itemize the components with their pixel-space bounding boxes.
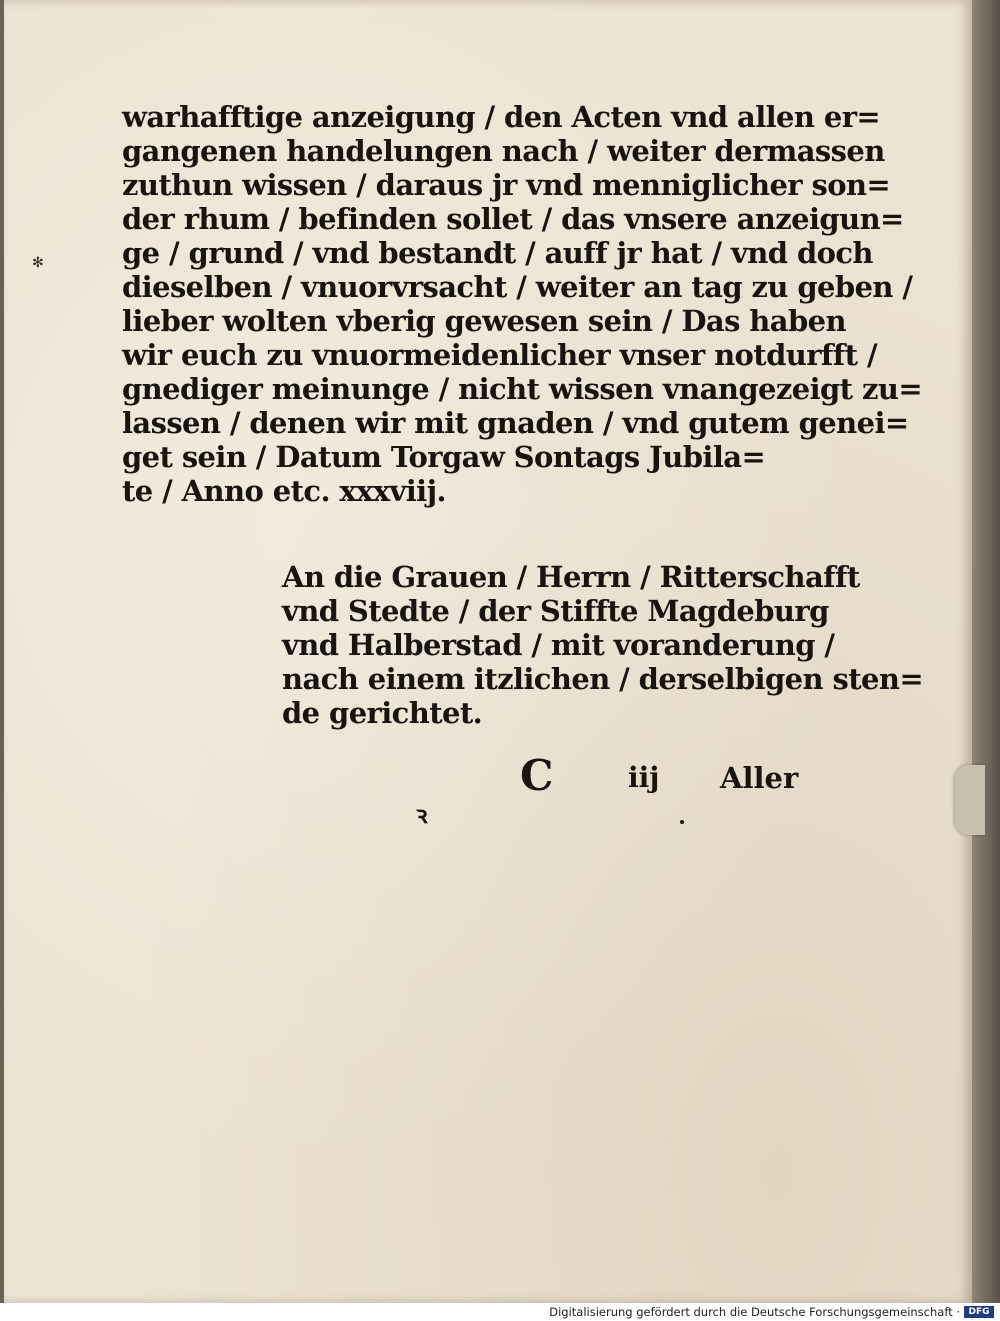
text-line: gnediger meinunge / nicht wissen vnangezeigt zu= [122, 372, 923, 406]
footer-credit: Digitalisierung gefördert durch die Deutsche Forschungsgemeinschaft · [549, 1305, 960, 1319]
address-line: An die Grauen / Herrn / Ritterschafft [282, 560, 860, 594]
footnote-mark: ꝛ [416, 800, 428, 829]
text-line: gangenen handelungen nach / weiter dermassen [122, 134, 885, 168]
dfg-logo-icon: DFG [964, 1306, 994, 1318]
text-line: zuthun wissen / daraus jr vnd menniglicher son= [122, 168, 891, 202]
text-line: der rhum / befinden sollet / das vnsere anzeigun= [122, 202, 904, 236]
signature-letter: C [520, 751, 554, 800]
address-line: nach einem itzlichen / derselbigen sten= [282, 662, 924, 696]
paper-page [4, 0, 972, 1303]
catchword: Aller [720, 761, 799, 795]
text-line: get sein / Datum Torgaw Sontags Jubila= [122, 440, 766, 474]
text-line: te / Anno etc. xxxviij. [122, 474, 446, 508]
signature-row [4, 752, 972, 800]
page-edge [972, 0, 1000, 1303]
text-line: wir euch zu vnuormeidenlicher vnser notdurfft / [122, 338, 877, 372]
margin-ornament-icon: ✻ [32, 255, 44, 271]
address-heading-block [282, 560, 924, 730]
address-line: vnd Stedte / der Stiffte Magdeburg [282, 594, 829, 628]
main-text-block [122, 100, 923, 508]
address-line: vnd Halberstad / mit voranderung / [282, 628, 835, 662]
text-line: lieber wolten vberig gewesen sein / Das haben [122, 304, 846, 338]
text-line: warhafftige anzeigung / den Acten vnd allen er= [122, 100, 881, 134]
footer-bar [0, 1303, 1000, 1321]
paper-tab [955, 765, 985, 835]
address-line: de gerichtet. [282, 696, 483, 730]
text-line: dieselben / vnuorvrsacht / weiter an tag zu geben / [122, 270, 913, 304]
text-line: lassen / denen wir mit gnaden / vnd gutem genei= [122, 406, 909, 440]
ink-dot [680, 820, 684, 824]
text-line: ge / grund / vnd bestandt / auff jr hat / vnd doch [122, 236, 873, 270]
signature-number: iij [628, 761, 660, 794]
